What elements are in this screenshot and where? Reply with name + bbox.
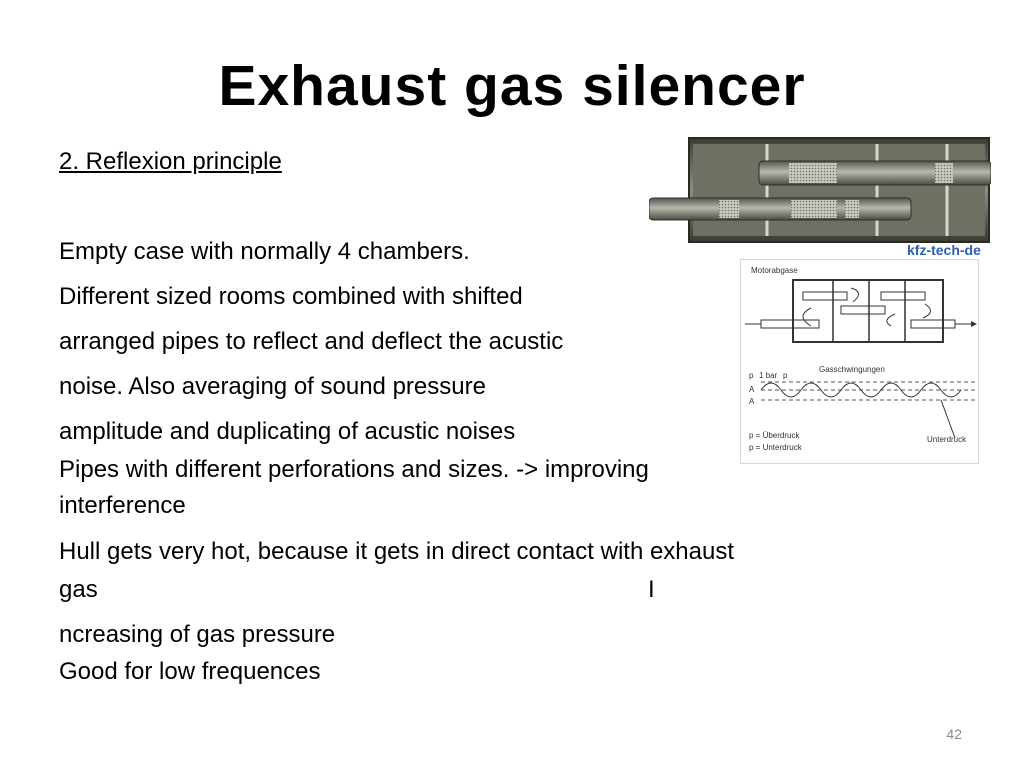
diagram-header: Motorabgase: [751, 266, 798, 275]
a-plus-label: A: [749, 385, 755, 394]
body-line: Good for low frequences: [59, 658, 321, 685]
body-line: Empty case with normally 4 chambers.: [59, 238, 470, 265]
p1-label: p: [749, 371, 754, 380]
body-line: Hull gets very hot, because it gets in direct contact with exhaust: [59, 538, 735, 565]
bar-label: 1 bar: [759, 371, 778, 380]
body-line: interference: [59, 492, 186, 519]
body-line: gas: [59, 576, 98, 603]
watermark-text: kfz-tech-de: [907, 242, 981, 258]
body-line: arranged pipes to reflect and deflect the acustic: [59, 328, 564, 355]
body-line: Pipes with different perforations and sizes. -> improving: [59, 456, 649, 483]
legend-under: p = Unterdruck: [749, 443, 802, 452]
page-number: 42: [946, 726, 962, 742]
legend-over: p = Überdruck: [749, 431, 800, 440]
body-line: Different sized rooms combined with shifted: [59, 283, 523, 310]
slide-title: Exhaust gas silencer: [218, 54, 806, 118]
body-line: I: [648, 576, 655, 603]
silencer-photo: [649, 128, 991, 259]
body-line: ncreasing of gas pressure: [59, 621, 336, 648]
body-line: noise. Also averaging of sound pressure: [59, 373, 486, 400]
reflexion-diagram: [740, 259, 979, 464]
pu-label: p: [783, 371, 788, 380]
a-minus-label: A: [749, 397, 755, 406]
under-label: Unterdruck: [927, 435, 967, 444]
section-heading: 2. Reflexion principle: [59, 148, 282, 175]
wave-label: Gasschwingungen: [819, 365, 885, 374]
body-line: amplitude and duplicating of acustic noises: [59, 418, 516, 445]
